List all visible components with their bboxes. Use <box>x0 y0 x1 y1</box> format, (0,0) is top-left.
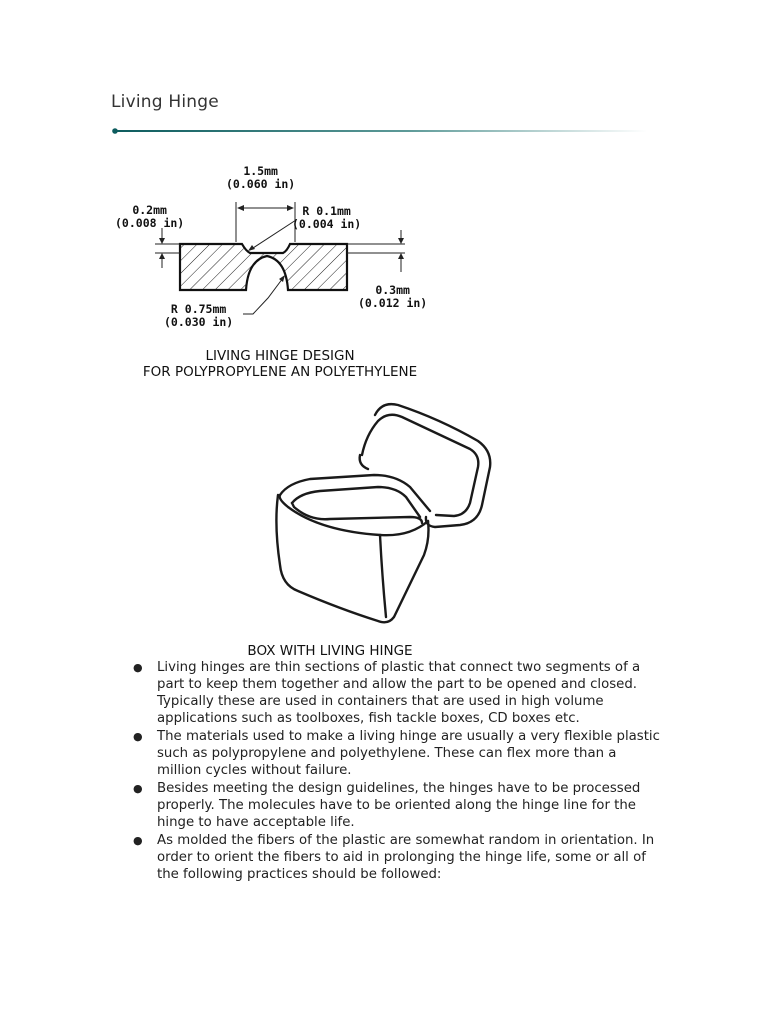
title-divider <box>112 128 647 134</box>
bullet-icon: ● <box>133 730 143 743</box>
bullet-icon: ● <box>133 782 143 795</box>
bullet-list <box>130 659 660 884</box>
box-with-living-hinge-illustration <box>270 395 500 635</box>
page-title: Living Hinge <box>111 92 219 112</box>
dim-radius-large-label: R 0.75mm (0.030 in) <box>164 302 234 329</box>
hinge-profile <box>180 244 347 290</box>
list-item: ● As molded the fibers of the plastic are somewhat random in orientation. In order to orient the fibers to aid in prolonging the hinge life, some or all of the following practices should be followed: <box>133 833 655 882</box>
dim-top-label: 1.5mm (0.060 in) <box>226 164 296 191</box>
dim-right-label: 0.3mm (0.012 in) <box>358 283 428 310</box>
bullet-icon: ● <box>133 661 143 674</box>
bullet-icon: ● <box>133 834 143 847</box>
hinge-diagram-caption: LIVING HINGE DESIGN FOR POLYPROPYLENE AN POLYETHYLENE <box>142 348 418 380</box>
dim-left-label: 0.2mm (0.008 in) <box>115 203 185 230</box>
list-item: ● The materials used to make a living hinge are usually a very flexible plastic such as polypropylene and polyethylene. These can flex more than a million cycles without failure. <box>133 729 660 778</box>
list-item: ● Living hinges are thin sections of plastic that connect two segments of a part to keep them together and allow the part to be opened and closed. Typically these are used in containers that are used in high volume applications such as toolboxes, fish tackle boxes, CD boxes etc. <box>133 660 641 726</box>
box-illustration-caption: BOX WITH LIVING HINGE <box>247 643 413 659</box>
dim-radius-small-label: R 0.1mm (0.004 in) <box>292 204 362 231</box>
list-item: ● Besides meeting the design guidelines, the hinges have to be processed properly. The molecules have to be oriented along the hinge line for the hinge to have acceptable life. <box>133 781 641 830</box>
